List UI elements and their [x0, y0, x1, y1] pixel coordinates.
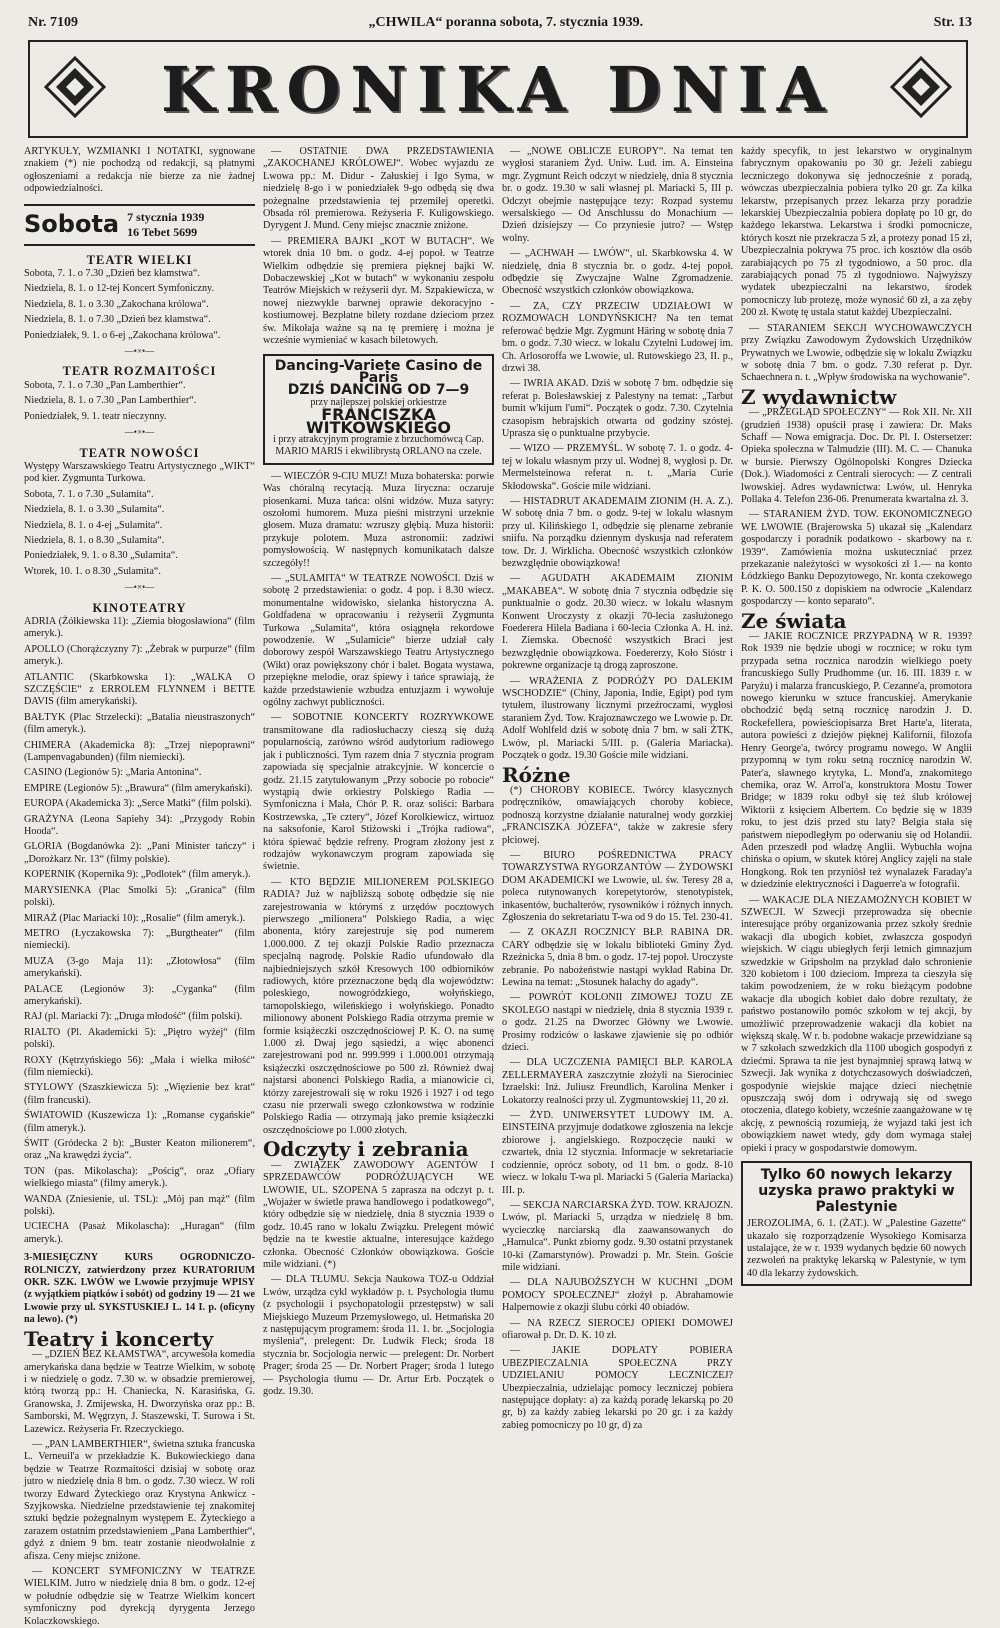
- heading-teatry-i-koncerty: Teatry i koncerty: [24, 1326, 214, 1351]
- list-item: CASINO (Legionów 5): „Maria Antonina“.: [24, 767, 202, 779]
- article: — „DZIEŃ BEZ KŁAMSTWA“, arcywesoła komedia amerykańska dana będzie w Teatrze Wielkim, w sobotę i w niedzielę o godz. 7.30 w. w obsadzie premierowej, którą tworzą pp.: H. Chaniecka, N. Karasińska, G. Granowska, J. Zmijewska, H. Dworzyńska oraz pp.: B. Samborski, M. Węgrzyn, J. Staszewski, T. Surowa i St. Lazewicz. Reżyseria Fr. Rzeczyckiego.: [24, 1349, 255, 1435]
- heading-ze-swiata: Ze świata: [741, 608, 847, 633]
- article: — BIURO POŚREDNICTWA PRACY TOWARZYSTWA RYGORZANTÓW — ŻYDOWSKI DOM AKADEMICKI we Lwowie, ul. św. Teresy 28 a, poleca rutynowanych korepetytorów, stenotypistek, inkasentów, buchalterów, rysowników i różnych innych. Zgłoszenia do sekretariatu T-wa od 9 do 15. Tel. 230-41.: [502, 849, 733, 923]
- article: — DLA UCZCZENIA PAMIĘCI BŁP. KAROLA ZELLERMAYERA zaszczytnie złożyli na Sierociniec Izraelski: Inż. Juliusz Freundlich, Karolina Menker i Lokatorzy realności przy ul. Zygmuntowskiej 11, 20 zł.: [502, 1057, 733, 1106]
- header-center: „CHWILA“ poranna sobota, 7. stycznia 1939.: [368, 15, 644, 30]
- list-item: Poniedziałek, 9. 1. teatr nieczynny.: [24, 410, 167, 422]
- heading-kinoteatry: KINOTEATRY: [92, 600, 187, 615]
- masthead: [28, 40, 968, 138]
- heading-rozne: Różne: [502, 762, 571, 787]
- list-item: GRAŻYNA (Leona Sapiehy 34): „Przygody Robin Hooda“.: [24, 813, 255, 838]
- article: — WAKACJE DLA NIEZAMOŻNYCH KOBIET W SZWECJI. W Szwecji przeprowadza się obecnie interesujące próby organizowania przez szkoły średnie wakacji dla ubogich kobiet, zwłaszcza gospodyń wiejskich. W ciągu ubiegłych ferji letnich gimnazjum szwedzkie w Gripsholm na przykład dało schronienie 320 kobietom i 100 dzieciom. Impreza ta cieszyła się takim powodzeniem, że w roku bieżącym podobne wakacje dla ubogich kobiet dało dobre rezultaty, że państwo postanowiło pomóc szkołom w tej akcji, by umożliwić przeprowadzenie wakacji dla kobiet na większą skalę. W r. b. podobne wakacje przewidziane są w 7 szkołach szwedzkich dla 1100 ubogich gospodyń z dziećmi. Sprawa ta nie jest bynajmniej sprawą łatwą w Szwecji. Jak wynika z dotychczasowych doświadczeń, gospodynie wiejskie mające dzieci niechętnie opuszczają swój dom i odrywają się od swego otoczenia, dlatego kobiety, wcześnie zaangażowane w tę akcję, z pewnością rozumieją, że wyjazd taki jest ich obowiązkiem nawet wtedy, gdy dom wymaga stałej opieki i pracy w gospodarstwie domowym.: [741, 894, 972, 1154]
- article: — KONCERT SYMFONICZNY W TEATRZE WIELKIM. Jutro w niedzielę dnia 8 bm. o godz. 12-ej w południe odbędzie się w Teatrze Wielkim koncert symfoniczny pod dyrekcją dyrygenta Jerzego Kolaczkowskiego.: [24, 1566, 255, 1627]
- article: — HISTADRUT AKADEMAIM ZIONIM (H. A. Z.). W sobotę dnia 7 bm. o godz. 9-tej w lokalu własnym przy ul. Kilińskiego 1, odbędzie się plenarne zebranie sniifu. Na porządku dziennym dyskusja nad referatem tow. Dr. J. Wirklicha. Obecność wszystkich członków bezwzględnie obowiązkowa!: [502, 495, 733, 569]
- article: — „PRZEGLĄD SPOŁECZNY“ — Rok XII. Nr. XII (grudzień 1938) opuścił prasę i zawiera: Dr. Maks Schaff — Nowa emigracja. Doc. Dr. Pl. I. Ostersetzer: Opieka społeczna w Talmudzie (III). M. C. — Chanuka w bursie. Pierwszy Ogólnopolski Kongres Dziecka (Dok.). Wiadomości z Centrali sierocych: — Z centrali lwowskiej. Adres wydawnictwa: Lwów, ul. Henryka Pollaka 4. Telefon 236-06. Prenumerata kwartalna zł. 3.: [741, 407, 972, 505]
- list-item: RAJ (pl. Mariacki 7): „Druga młodość“ (film polski).: [24, 1011, 243, 1023]
- disclaimer: ARTYKUŁY, WZMIANKI I NOTATKI, sygnowane znakiem (*) nie pochodzą od redakcji, są płatnymi ogłoszeniami a redakcja nie bierze za nie żadnej odpowiedzialności.: [24, 146, 255, 195]
- diamond-ornament-icon: [890, 56, 952, 118]
- list-item: Niedziela, 8. 1. o 3.30 „Zakochana królowa“.: [24, 298, 209, 310]
- article: — SEKCJA NARCIARSKA ŻYD. TOW. KRAJOZN. Lwów, pl. Mariacki 5, urządza w niedzielę 8 bm. wycieczkę narciarską dla zaawansowanych do „Hamulca“. Punkt zbiorny godz. 9.30 ostatni przystanek 10-ki (Zamarstynów). Prowadzi p. Mr. Stein. Goście mile widziani.: [502, 1199, 733, 1273]
- article: każdy specyfik, to jest lekarstwo w oryginalnym fabrycznym opakowaniu po 30 gr. Jeżeli zabiegu leczniczego dokonywa się jednocześnie z poradą, wówczas ubezpieczalnia pobiera tylko 20 gr. Za kilka lekarstw, przepisanych przez lekarza przy poradzie lekarskiej Ubezpieczalnia pobiera dopłatę po 10 gr, do każdego lekarstwa. Lekarstwa i środki pomocnicze, których koszt nie przekracza 5 zł, a protezy ponad 15 zł, Ubezpieczalnia pokrywa 75 proc. ich kosztów dla osób zarabiających po 75 zł tygodniowo, a 50 proc. dla zarabiających ponad 75 zł tygodniowo. Najwyższy wydatek ubezpieczalni na lekarstwo, środek pomocniczy lub protezę, może wynosić 60 zł, a za zęby 200 zł. Kwotę tę ustala statut każdej Ubezpieczalni.: [741, 146, 972, 319]
- ad-text: i przy atrakcyjnym programie z brzuchomówcą Cap. MARIO MARIS i ekwilibrystą ORLANO na czele.: [273, 433, 484, 458]
- list-item: STYLOWY (Szaszkiewicza 5): „Więzienie bez krat“ (film francuski).: [24, 1082, 255, 1106]
- ad-headline: Dancing-Variete Casino de Paris: [274, 357, 483, 386]
- list-item: APOLLO (Chorążczyzny 7): „Żebrak w purpurze“ (film ameryk.).: [24, 643, 255, 668]
- list-item: ADRIA (Żółkiewska 11): „Ziemia błogosławiona“ (film ameryk.).: [24, 615, 255, 640]
- article: — NA RZECZ SIEROCEJ OPIEKI DOMOWEJ ofiarował p. Dr. D. K. 10 zł.: [502, 1317, 733, 1341]
- article: — „ACHWAH — LWÓW“, ul. Skarbkowska 4. W niedzielę, dnia 8 stycznia br. o godz. 4-tej popoł. odbędzie się Zwyczajne Walne Zgromadzenie. Obecność wszystkich członków obowiązkowa.: [502, 248, 733, 297]
- page-number: Str. 13: [933, 15, 972, 30]
- gregorian-date: 7 stycznia 1939: [127, 209, 205, 224]
- column-2: [263, 146, 494, 1446]
- column-1: [24, 146, 255, 1627]
- article: — „NOWE OBLICZE EUROPY“. Na temat ten wygłosi staraniem Żyd. Uniw. Lud. im. A. Einsteina mgr. Zygmunt Reich odczyt w niedzielę, dnia 8 stycznia br. o godz. 19.30 w sali własnej pl. Mariacki 5, III p. Odczyt obejmie następujące tezy: Rozpad systemu wersalskiego — Od Anschlussu do Monachium — Dzień dzisiejszy — Co przyniesie jutro? — Wstęp wolny.: [502, 146, 733, 244]
- ad-subheadline: DZIŚ DANCING OD 7—9: [287, 382, 470, 399]
- list-item: RIALTO (Pl. Akademicki 5): „Piętro wyżej“ (film polski).: [24, 1026, 255, 1051]
- list-item: TON (pas. Mikolascha): „Pościg“, oraz „Ofiary wielkiego miasta“ (filmy ameryk.).: [24, 1165, 255, 1190]
- article: — POWRÓT KOLONII ZIMOWEJ TOZU ZE SKOLEGO nastąpi w niedzielę, dnia 8 stycznia 1939 r. o godz. 21.25 na Dworzec Główny we Lwowie. Prosimy rodziców o łaskawe zjawienie się po odbiór dzieci.: [502, 992, 733, 1054]
- list-item: Sobota, 7. 1. o 7.30 „Sulamita“.: [24, 488, 154, 500]
- article-columns: [24, 146, 974, 1627]
- list-teatr-nowosci: [24, 461, 255, 578]
- article: — STARANIEM SEKCJI WYCHOWAWCZYCH przy Związku Zawodowym Żydowskich Urzędników Prywatnych we Lwowie, odbędzie się w lokalu Związku w sobotę dnia 7 bm. o godz. 7.30 referat p. Dyr. Schaechnera n. t. „Wpływ środowiska na wychowanie“.: [741, 322, 972, 384]
- ad-bandleader: FRANCISZKA WITKOWSKIEGO: [306, 405, 451, 437]
- article: — WRAŻENIA Z PODRÓŻY PO DALEKIM WSCHODZIE“ (Chiny, Japonia, Indie, Egipt) pod tym tytułem, ilustrowany licznymi przeźroczami, wygłosi staraniem Żyd. Tow. Krajoznawczego we Lwowie p. Dr. Adolf Wohlfeld dziś w sobotę dnia 7 bm. w sali ŻTK, Lwów, pl. Mariacki 5/III. p. (Galeria Mariacka). Początek o godz. 19.30 Goście mile widziani.: [502, 675, 733, 762]
- list-item: Poniedziałek, 9. 1. o 8.30 „Sulamita“.: [24, 550, 178, 562]
- article: — KTO BĘDZIE MILIONEREM POLSKIEGO RADIA? Już w najbliższą sobotę odbędzie się nie zarejestrowania w którymś z urzędów pocztowych pierwszego „milionera“ Polskiego Radia, a więc abonenta, który zarejestruje się pod numerem 1.000.000. Z tej okazji Polskie Radio przeznacza specjalną nagrodę. Polskie Radio ufundowało dla najbiedniejszych szkół Kresowych 100 odbiorników radiowych, które przeznaczone będą dla województw: poleskiego, nowogródzkiego, wołyńskiego, tarnopolskiego, wileńskiego i wołyńskiego. Ponadto milionowy abonent Polskiego Radia otrzyma premie w formie książeczki oszczędnościowej P. K. O. na sumę 1.000 zł. Dwaj jego sąsiedzi, a więc abonenci zarejestrowani pod nr. 999.999 i 1.000.001 otrzymają książeczki oszczędnościowe po 500 zł. Również dwaj najstarsi abonenci Polskiego Radia, a mianowicie ci, którzy zarejestrowali się w roku 1926 i 1927 i od tego czasu nie przerwali swego członkowstwa w rodzinie Polskiego Radia — otrzymają jako premie książeczki oszczędnościowe po 1.000 złotych.: [263, 876, 494, 1136]
- page-header: [28, 10, 972, 36]
- article: — STARANIEM ŻYD. TOW. EKONOMICZNEGO WE LWOWIE (Brajerowska 5) ukazał się „Kalendarz gospodarczy i poradnik podatkowo - skarbowy na r. 1939“. Zamówienia można uskuteczniać przez przekazanie należytości w wysokości zł 1.— na konto Łódzkiego Banku Depozytowego, Nr. konta czekowego P. K. O. 500.150 z dopiskiem na odwrocie „Kalendarz gospodarczy — konto separato“.: [741, 509, 972, 608]
- article: — JAKIE ROCZNICE PRZYPADNĄ W R. 1939? Rok 1939 nie będzie ubogi w rocznice; w roku tym przypada setna rocznica narodzin wielkiego poety francuskiego Sully Prudhomme (ur. 16. III. 1839 r. w Paryżu) i malarza francuskiego, P. Cezanne'a, promotora nowego kierunku w sztuce francuskiej. Amerykanie obchodzić będą setną rocznicę narodzin J. D. Rockefellera, powieściopisarza Bret Harte'a, literata, autora powieści z dziejów pięknej Kalifornii, filozofa Henry George'a, twórcy programu nowego. W Anglii przypomną w tym roku setną rocznicę narodzin W. Pater'a, sławnego krytyka, L. Mond'a, znakomitego chemika, oraz W. Arrol'a, konstruktora Mostu Tower Bridge; w 1839 roku odbył się też ślub królowej Wiktorii z księciem Albertem. Co będzie się w 1839 roku, to jest dziś przed stu laty? Belgia stała się państwem niepodległym po oderwaniu się od Holandii. Aden przeszedł pod władzę Anglii. Wybuchła wojna chińska o opium, w skutek której Anglicy zajęli na stałe Hongkong. Rok ten przyniósł też wynalazek Faraday'a w dziedzinie elektryczności i Daguerre'a w fotografii.: [741, 631, 972, 891]
- list-item: KOPERNIK (Kopernika 9): „Podlotek“ (film ameryk.).: [24, 869, 251, 881]
- list-item: BAŁTYK (Plac Strzelecki): „Batalia nieustraszonych“ (film ameryk.).: [24, 711, 255, 736]
- ad-text: przy najlepszej polskiej orkiestrze: [310, 396, 447, 408]
- list-item: Sobota, 7. 1. o 7.30 „Pan Lamberthier“.: [24, 379, 186, 391]
- date-box: [24, 204, 255, 246]
- list-item: Niedziela, 8. 1. o 8.30 „Sulamita“.: [24, 534, 165, 546]
- list-item: Wtorek, 10. 1. o 8.30 „Sulamita“.: [24, 565, 161, 577]
- heading-teatr-wielki: TEATR WIELKI: [86, 252, 193, 267]
- list-kinoteatry: [24, 616, 255, 1246]
- list-teatr-rozmaitosci: [24, 380, 255, 423]
- list-item: EMPIRE (Legionów 5): „Brawura“ (film amerykański).: [24, 782, 253, 794]
- issue-number: Nr. 7109: [28, 15, 79, 30]
- list-item: Niedziela, 8. 1. o 7.30 „Dzień bez kłamstwa“.: [24, 314, 211, 326]
- diamond-ornament-icon: [44, 56, 106, 118]
- boxed-article-jerozolima: [741, 1161, 972, 1286]
- article: — Z OKAZJI ROCZNICY BŁP. RABINA DR. CARY odbędzie się w lokalu biblioteki Gminy Żyd. Rzeźnicka 5, dnia 8 bm. o godz. 17-tej popoł. Uroczyste zebranie. Po nabożeństwie nastąpi wykład Rabina Dr. Lewina na temat: „Stosunek halachy do agady“.: [502, 927, 733, 988]
- heading-teatr-rozmaitosci: TEATR ROZMAITOŚCI: [62, 364, 217, 379]
- list-item: Niedziela, 8. 1. o 4-ej „Sulamita“.: [24, 519, 163, 531]
- list-item: ATLANTIC (Skarbkowska 1): „WALKA O SZCZĘŚCIE“ z ERROLEM FLYNNEM i BETTE DAVIS (film amerykański).: [24, 671, 255, 708]
- boxed-article-title: Tylko 60 nowych lekarzy uzyska prawo praktyki w Palestynie: [758, 1167, 955, 1216]
- divider-icon: —•×•—: [124, 582, 155, 593]
- list-item: Niedziela, 8. 1. o 7.30 „Pan Lamberthier“.: [24, 395, 197, 407]
- article: — WIECZÓR 9-CIU MUZ! Muza bohaterska: porwie Was chóralną recytacją. Muza liryczna: oczaruje piosenkami. Muza tańca: olśni widzów. Muza satyry: oszołomi humorem. Muza pieśni mistrzyni urzeknie głosem. Muza dramatu: wzruszy głębią. Muza historii: przykuje polotem. Muza astronomii: zadziwi pomysłowością. W następnych komunikatach dalsze szczegóły!!: [263, 470, 494, 569]
- article: — JAKIE DOPŁATY POBIERA UBEZPIECZALNIA SPOŁECZNA PRZY UDZIELANIU POMOCY LECZNICZEJ? Ubezpieczalnia, udzielając pomocy leczniczej pobiera następujące dopłaty: a) za każdą poradę lekarską po 20 gr, b) za każdy zabieg lekarski po 20 gr. i za każdy zabieg pomocniczy po 10 gr, d) za: [502, 1345, 733, 1431]
- article: — IWRIA AKAD. Dziś w sobotę 7 bm. odbędzie się referat p. Bolesławskiej z Palestyny na temat: „Tarbut bumit w'kijum l'umi“. Początek o godz. 7.30. Czytelnia czasopism hebrajskich otwarta od godziny szóstej. Uprasza się o punktualne przybycie.: [502, 378, 733, 439]
- article: — ŻYD. UNIWERSYTET LUDOWY IM. A. EINSTEINA przyjmuje dodatkowe zgłoszenia na lekcje zbiorowe j. angielskiego. Rozpoczęcie nauki w czwartek, dnia 12 stycznia. Informacje w sekretariacie codziennie, oprócz soboty, od 11 bm. o godz. 8-10 wiecz. w lokalu T-wa pl. Mariacki 5 (Galeria Mariacka) III. p.: [502, 1110, 733, 1196]
- weekday: Sobota: [24, 210, 120, 239]
- list-item: GLORIA (Bogdanówka 2): „Pani Minister tańczy“ i „Dorożkarz Nr. 13“ (filmy polskie).: [24, 841, 255, 865]
- article: — SOBOTNIE KONCERTY ROZRYWKOWE transmitowane dla radiosłuchaczy cieszą się dużą popularnością, zarówno wśród audytorium radiowego jak i publiczności. Tym razem dnia 7 stycznia program zapowiada się specjalnie atrakcyjnie. W koncercie o godz. 21.15 zatytułowanym „Przy sobocie po robocie“ wystąpią dwie orkiestry Polskiego Radia — Symfoniczna i Mała, Chór P. R. oraz soliści: Barbara Kostrzewska, „Te cztery“, Józef Korolkiewicz, wirtuoz na saksofonie, Karol Stiżowski i „Trójka radiowa“, która śpiewać będzie refreny. Program złożony jest z rodzajów wykonawczym program zapowiada się świetnie.: [263, 712, 494, 873]
- list-teatr-wielki: [24, 268, 255, 342]
- course-notice: 3-MIESIĘCZNY KURS OGRODNICZO-ROLNICZY, zatwierdzony przez KURATORIUM OKR. SZK. LWÓW we Lwowie przyjmuje WPISY (z wyjątkiem piątków i sobót) od godziny 19 — 21 we Lwowie przy ul. SYKSTUSKIEJ L. 14 I. p. (oficyny na lewo). (*): [24, 1252, 255, 1326]
- list-item: ROXY (Kętrzyńskiego 56): „Mała i wielka miłość“ (film niemiecki).: [24, 1054, 255, 1078]
- list-item: MARYSIENKA (Plac Smolki 5): „Granica“ (film polski).: [24, 884, 255, 909]
- article: (*) CHOROBY KOBIECE. Twórcy klasycznych podręczników, omawiających choroby kobiece, podnoszą korzystne działanie naturalnej wody gorzkiej „FRANCISZKA JÓZEFA“, także w zakresie sfery płciowej.: [502, 784, 733, 846]
- hebrew-date: 16 Tebet 5699: [127, 224, 198, 239]
- column-3: [502, 146, 733, 1446]
- article: — „PAN LAMBERTHIER“, świetna sztuka francuska L. Verneuil'a w przekładzie K. Bukowieckiego dana będzie w Teatrze Rozmaitości dzisiaj w sobotę oraz jutro w niedzielę dnia 8 bm. o godz. 7.30 wiecz. W roli tworzy Edward Żyteckiego oraz Krystyna Ankwicz - Szyjkowska. Niedzielne przedstawienie tej znakomitej sztuki będzie pożegnalnym występem E. Żyteckiego a zarazem ostatnim przedstawieniem „Pana Lamberthier“, gdyż z dniem 9 bm. teatr zostanie nieodwołalnie z afisza. Ceny miejsc zniżone.: [24, 1438, 255, 1562]
- divider-icon: —•×•—: [124, 346, 155, 357]
- list-item: Niedziela, 8. 1. o 12-tej Koncert Symfoniczny.: [24, 283, 215, 295]
- divider-icon: —•×•—: [124, 427, 155, 438]
- section-title: KRONIKA DNIA: [161, 52, 835, 126]
- column-4: [741, 146, 972, 1446]
- heading-odczyty-i-zebrania: Odczyty i zebrania: [263, 1137, 469, 1162]
- article: — „SULAMITA“ W TEATRZE NOWOŚCI. Dziś w sobotę 2 przedstawienia: o godz. 4 pop. i 8.30 wiecz. monumentalne widowisko, sielanka historyczna A. Goldfadena w opracowaniu i reżyserii Zygmunta Turkowa „Sulamita“, która osiągnęła rekordowe powodzenie. W „Sulamicie“ bierze udział cały doborowy zespół Warszawskiego Teatru Artystycznego (Wikt) oraz powiększony chór i balet. Bogata wystawa, przepiękne melodie, oraz śpiewy i tańce sprawiają, że każde przedstawienie wzbudza entuzjazm i wywołuje ogólny zachwyt publiczności.: [263, 573, 494, 709]
- list-item: Niedziela, 8. 1. o 3.30 „Sulamita“.: [24, 504, 165, 516]
- list-item: METRO (Łyczakowska 7): „Burgtheater“ (film niemiecki).: [24, 927, 255, 952]
- heading-z-wydawnictw: Z wydawnictw: [741, 384, 897, 409]
- heading-teatr-nowosci: TEATR NOWOŚCI: [79, 445, 200, 460]
- boxed-article-text: JEROZOLIMA, 6. 1. (ŻAT.). W „Palestine Gazette“ ukazało się rozporządzenie Wysokiego Komisarza ustalające, że w r. 1939 wydanych będzie 60 nowych zezwoleń na praktykę lekarską w Palestynie, w tym 40 dla lekarzy żydowskich.: [747, 1218, 966, 1279]
- list-item: EUROPA (Akademicka 3): „Serce Matki“ (film polski).: [24, 798, 252, 810]
- article: — DLA NAJUBOŻSZYCH W KUCHNI „DOM POMOCY SPOŁECZNEJ“ złożył p. Abrahamowie Halpernowie z okazji ślubu córki 40 obiadów.: [502, 1277, 733, 1314]
- list-item: WANDA (Zniesienie, ul. TSL): „Mój pan mąż“ (film polski).: [24, 1193, 255, 1218]
- article: — AGUDATH AKADEMAIM ZIONIM „MAKABEA“. W sobotę dnia 7 stycznia odbędzie się punktualnie o godz. 20.30 wiecz. w lokalu własnym Konwent Uroczysty z okazji 70-lecia zasłużonego Foederera Hilela Badiana i 60-lecia Członka A. H. inż. I. Ziemska. Obecność wszystkich Braci jest bezwzględnie obowiązkowa. Foedererzy, Koło Sióstr i pokrewne organizacje tą drogą zaproszone.: [502, 573, 733, 672]
- list-item: ŚWIATOWID (Kuszewicza 1): „Romanse cygańskie“ (film ameryk.).: [24, 1110, 255, 1134]
- list-item: Sobota, 7. 1. o 7.30 „Dzień bez kłamstwa“.: [24, 268, 200, 280]
- list-item: CHIMERA (Akademicka 8): „Trzej niepoprawni“ (Lampenvagabunden) (film niemiecki).: [24, 739, 255, 764]
- article: — OSTATNIE DWA PRZEDSTAWIENIA „ZAKOCHANEJ KRÓLOWEJ“. Wobec wyjazdu ze Lwowa pp.: M. Didur - Załuskiej i Igo Syma, w niedzielę 8-go i w poniedziałek 9-go odbędą się dwa pożegnalne przedstawienia tej przemiłej operetki. Obsada ról premierowa. Reżyseria F. Kuligowskiego. Dyrygent J. Mund. Ceny miejsc znacznie zniżone.: [263, 146, 494, 232]
- list-item: Poniedziałek, 9. 1. o 6-ej „Zakochana królowa“.: [24, 329, 221, 341]
- article: — WIZO — PRZEMYŚL. W sobotę 7. 1. o godz. 4-tej w lokalu własnym przy ul. Wodnej 8, wygłosi p. Dr. Mermelsteinowa referat n. t. „Maria Curie Skłodowska“. Goście mile widziani.: [502, 443, 733, 492]
- list-item: PALACE (Legionów 3): „Cyganka“ (film amerykański).: [24, 983, 255, 1007]
- article: — ZWIĄZEK ZAWODOWY AGENTÓW I SPRZEDAWCÓW PODRÓŻUJĄCYCH WE LWOWIE, UL. SZOPENA 5 zaprasza na odczyt p. t. „Wojażer w świetle prawa handlowego i podatkowego“, który odbędzie się w niedzielę, dnia 8 stycznia 1939 o godz. 10.45 rano w lokalu Związku. Prelegent mówić będzie na te kwestie aktualne, interesujące każdego członka. Obecność Członków obowiązkowa. Goście mile widziani. (*): [263, 1159, 494, 1270]
- list-item: Występy Warszawskiego Teatru Artystycznego „WIKT“ pod kier. Zygmunta Turkowa.: [24, 460, 255, 485]
- list-item: ŚWIT (Gródecka 2 b): „Buster Keaton milionerem“, oraz „Na krawędzi życia“.: [24, 1138, 255, 1162]
- article: — DLA TŁUMU. Sekcja Naukowa TOZ-u Oddział Lwów, urządza cykl wykładów p. t. Psychologia tłumu (z psychologii i psychopatologii przestępstw) w sali Miejskiego Muzeum Przemysłowego, ul. Hetmańska 20 z następującym programem: środa 11. 1. br. „Socjologia myślenia“, prelegent: Dr. Ludwik Fleck; środa 18 stycznia br. Socjologia nerwic — prelegent: Dr. Norbert Prager; środa 25 — Dr. Norbert Prager; środa 1 lutego — Psychologia tłumu — Dr. Artur Erb. Początek o godz. 19.30.: [263, 1274, 494, 1397]
- article: — PREMIERA BAJKI „KOT W BUTACH“. We wtorek dnia 10 bm. o godz. 4-ej popoł. w Teatrze Wielkim odbędzie się premiera pięknej bajki W. Dobaczewskiej „Kot w butach“ w wykonaniu zespołu Teatrów Miejskich w reżyserii dyr. M. Szpakiewicza, w nowej niezwykle barwnej oprawie dekoracyjno - kostiumowej. Bezpłatne bilety rozdane dzieciom przez św. Mikołaja ważne są na tę premierę i można je wcześnie wymieniać w kasach biletowych.: [263, 235, 494, 347]
- list-item: MUZA (3-go Maja 11): „Złotowłosa“ (film amerykański).: [24, 955, 255, 980]
- list-item: MIRAŻ (Plac Mariacki 10): „Rosalie“ (film ameryk.).: [24, 912, 246, 924]
- list-item: UCIECHA (Pasaż Mikolascha): „Huragan“ (film ameryk.).: [24, 1221, 255, 1245]
- article: — ZA, CZY PRZECIW UDZIAŁOWI W ROZMOWACH LONDYŃSKICH? Na ten temat referować będzie Mgr. Zygmunt Häring w sobotę dnia 7 bm. o godz. 7.30 wiecz. w lokalu Czytelni Ludowej im. Ch. Arlosoroffa we Lwowie, ul. Rutowskiego 23, II. p., drzwi 38.: [502, 300, 733, 374]
- advertisement-casino-de-paris: [263, 354, 494, 465]
